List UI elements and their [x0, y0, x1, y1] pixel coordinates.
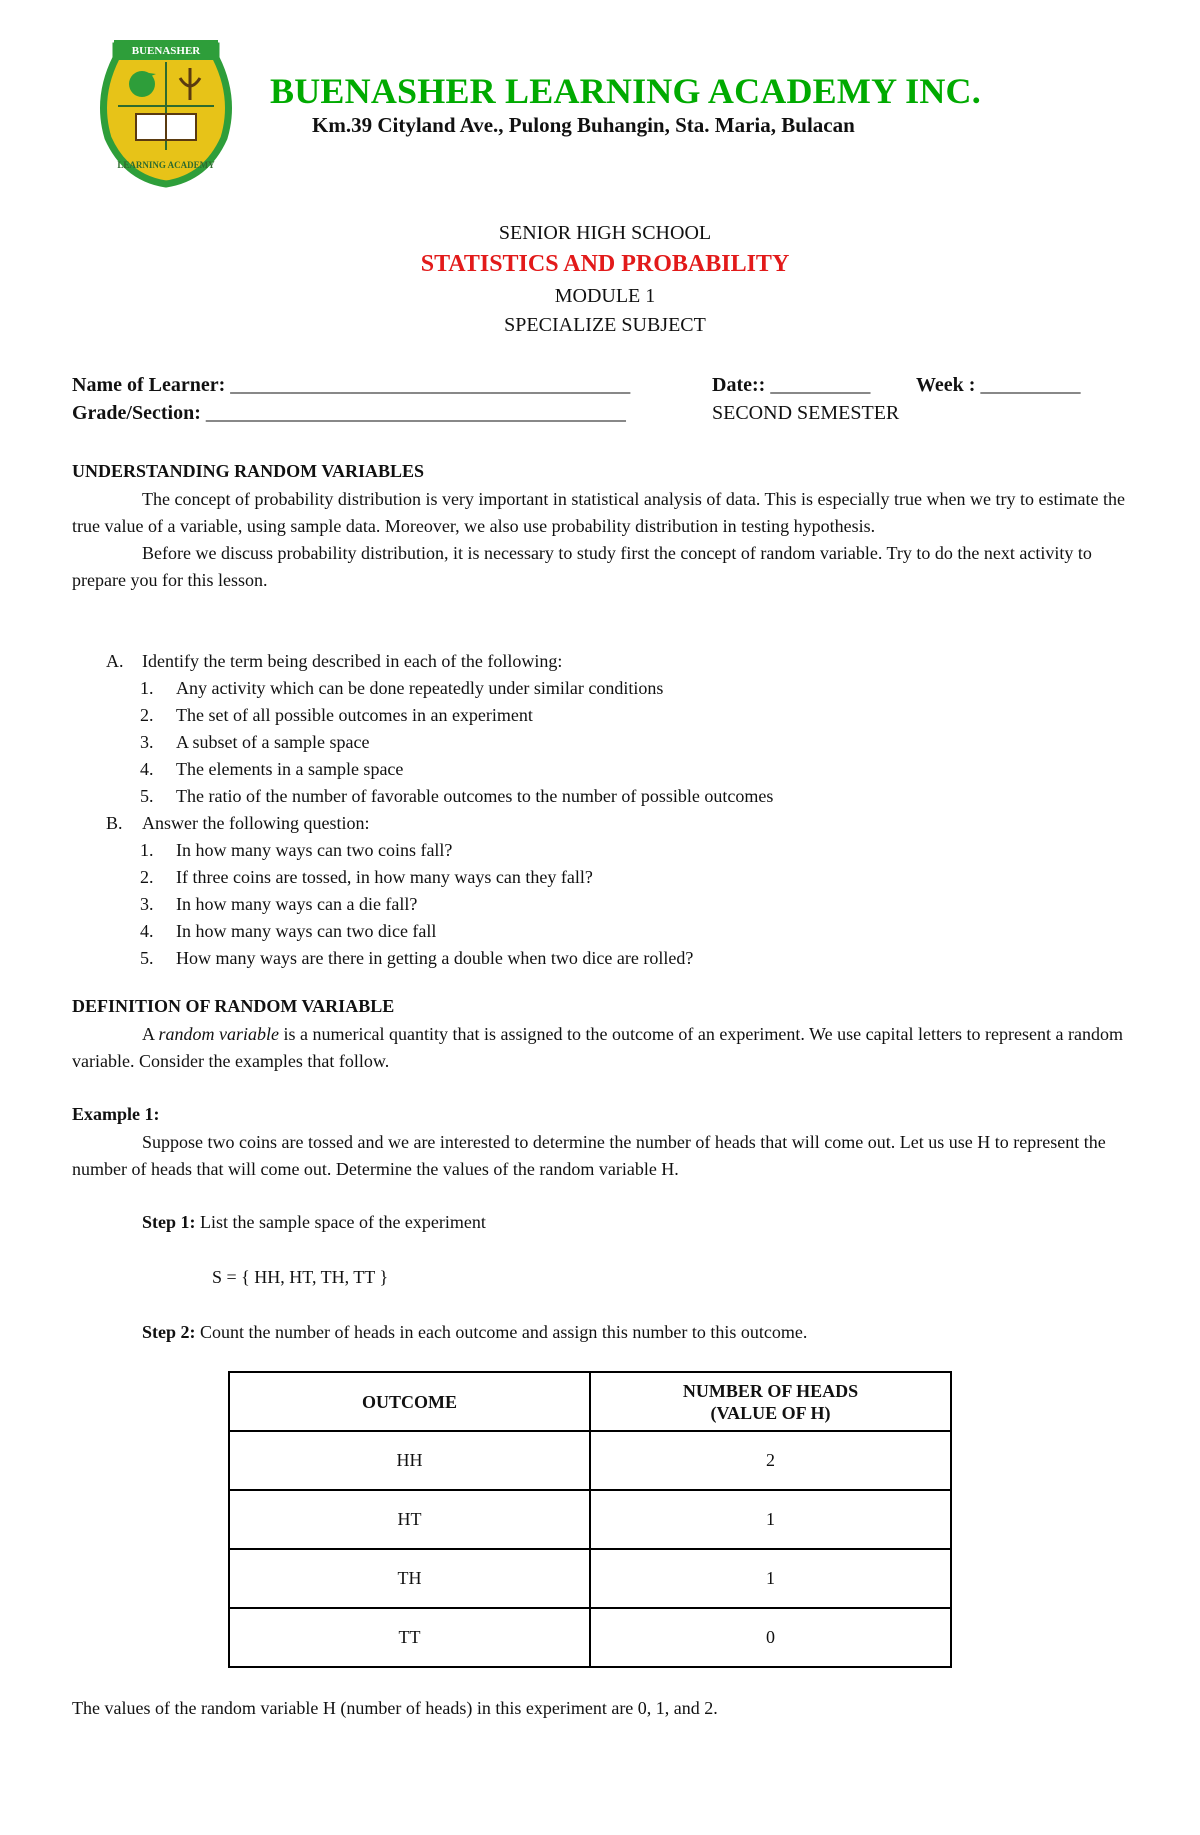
school-address: Km.39 Cityland Ave., Pulong Buhangin, Sta. Maria, Bulacan — [312, 113, 855, 137]
semester-label: SECOND SEMESTER — [712, 402, 900, 424]
module-number: MODULE 1 — [554, 285, 656, 307]
table-row: TT 0 — [229, 1608, 951, 1667]
subject-type: SPECIALIZE SUBJECT — [504, 314, 706, 336]
list-item: 2. If three coins are tossed, in how many ways can they fall? — [140, 867, 593, 887]
list-b-items — [106, 837, 1106, 972]
section-heading-understanding: UNDERSTANDING RANDOM VARIABLES — [72, 461, 425, 481]
list-letter: B. — [106, 813, 123, 833]
grade-section-line — [72, 402, 626, 425]
school-logo — [86, 38, 246, 188]
conclusion-text: The values of the random variable H (number of heads) in this experiment are 0, 1, and 2. — [72, 1698, 718, 1718]
svg-text:BUENASHER: BUENASHER — [131, 45, 201, 57]
outcome-table — [228, 1371, 952, 1668]
date-label: Date:: — [712, 374, 766, 396]
list-a-items — [106, 675, 1106, 810]
school-level: SENIOR HIGH SCHOOL — [498, 222, 712, 244]
list-item-b — [106, 810, 1106, 837]
paragraph-2: Before we discuss probability distribution, it is necessary to study first the concept of random variable. Try to do the next activity to prepare you for this lesson. — [72, 543, 1092, 590]
term-random-variable: random variable — [158, 1024, 280, 1044]
list-item: 1. Any activity which can be done repeatedly under similar conditions — [140, 678, 664, 698]
step-1: Step 1: List the sample space of the experiment — [142, 1212, 486, 1232]
svg-text:LEARNING ACADEMY: LEARNING ACADEMY — [117, 160, 215, 170]
table-header-row — [229, 1372, 951, 1431]
example-paragraph: Suppose two coins are tossed and we are interested to determine the number of heads that will come out. Let us use H to represent the number of heads that will come out. Determine the values of the random variable H. — [72, 1132, 1106, 1179]
header-outcome: OUTCOME — [229, 1372, 590, 1431]
name-field[interactable]: ________________________________________ — [230, 374, 631, 396]
section-heading-definition: DEFINITION OF RANDOM VARIABLE — [72, 996, 395, 1016]
step-1-label: Step 1: — [142, 1212, 196, 1232]
intro-paragraph — [72, 486, 1132, 594]
grade-label: Grade/Section: — [72, 402, 201, 424]
list-item: 4. In how many ways can two dice fall — [140, 921, 437, 941]
table-row: HH 2 — [229, 1431, 951, 1490]
paragraph-1: The concept of probability distribution is very important in statistical analysis of data. This is especially true when we try to estimate the true value of a variable, using sample data. Moreover, we also use probability distribution in testing hypothesis. — [72, 489, 1125, 536]
week-label: Week : — [916, 374, 976, 396]
table-row: TH 1 — [229, 1549, 951, 1608]
list-item: 3. A subset of a sample space — [140, 732, 370, 752]
definition-paragraph: A random variable is a numerical quantity that is assigned to the outcome of an experiment. We use capital letters to represent a random variable. Consider the examples that follow. — [72, 1024, 1123, 1071]
list-item: 5. How many ways are there in getting a double when two dice are rolled? — [140, 948, 694, 968]
sample-space: S = { HH, HT, TH, TT } — [212, 1267, 389, 1287]
name-of-learner-line — [72, 374, 630, 397]
step-2-label: Step 2: — [142, 1322, 196, 1342]
step-2: Step 2: Count the number of heads in each outcome and assign this number to this outcome. — [142, 1322, 808, 1342]
list-item-a — [106, 648, 1106, 675]
grade-field[interactable]: __________________________________________ — [205, 402, 626, 424]
list-item-text: Answer the following question: — [142, 813, 370, 833]
table-row: HT 1 — [229, 1490, 951, 1549]
name-label: Name of Learner: — [72, 374, 226, 396]
header-number-of-heads: NUMBER OF HEADS (VALUE OF H) — [590, 1372, 951, 1431]
list-item-text: Identify the term being described in each of the following: — [142, 651, 563, 671]
example-heading: Example 1: — [72, 1104, 160, 1124]
subject-title: STATISTICS AND PROBABILITY — [420, 251, 790, 277]
date-field[interactable]: __________ — [770, 374, 871, 396]
list-letter: A. — [106, 651, 124, 671]
list-item: 4. The elements in a sample space — [140, 759, 404, 779]
week-field[interactable]: __________ — [980, 374, 1081, 396]
date-line — [712, 374, 870, 397]
list-item: 5. The ratio of the number of favorable outcomes to the number of possible outcomes — [140, 786, 774, 806]
list-item: 1. In how many ways can two coins fall? — [140, 840, 453, 860]
school-name: BUENASHER LEARNING ACADEMY INC. — [270, 71, 981, 111]
list-item: 3. In how many ways can a die fall? — [140, 894, 418, 914]
week-line — [916, 374, 1080, 397]
list-item: 2. The set of all possible outcomes in an experiment — [140, 705, 533, 725]
activity-list — [106, 648, 1106, 972]
